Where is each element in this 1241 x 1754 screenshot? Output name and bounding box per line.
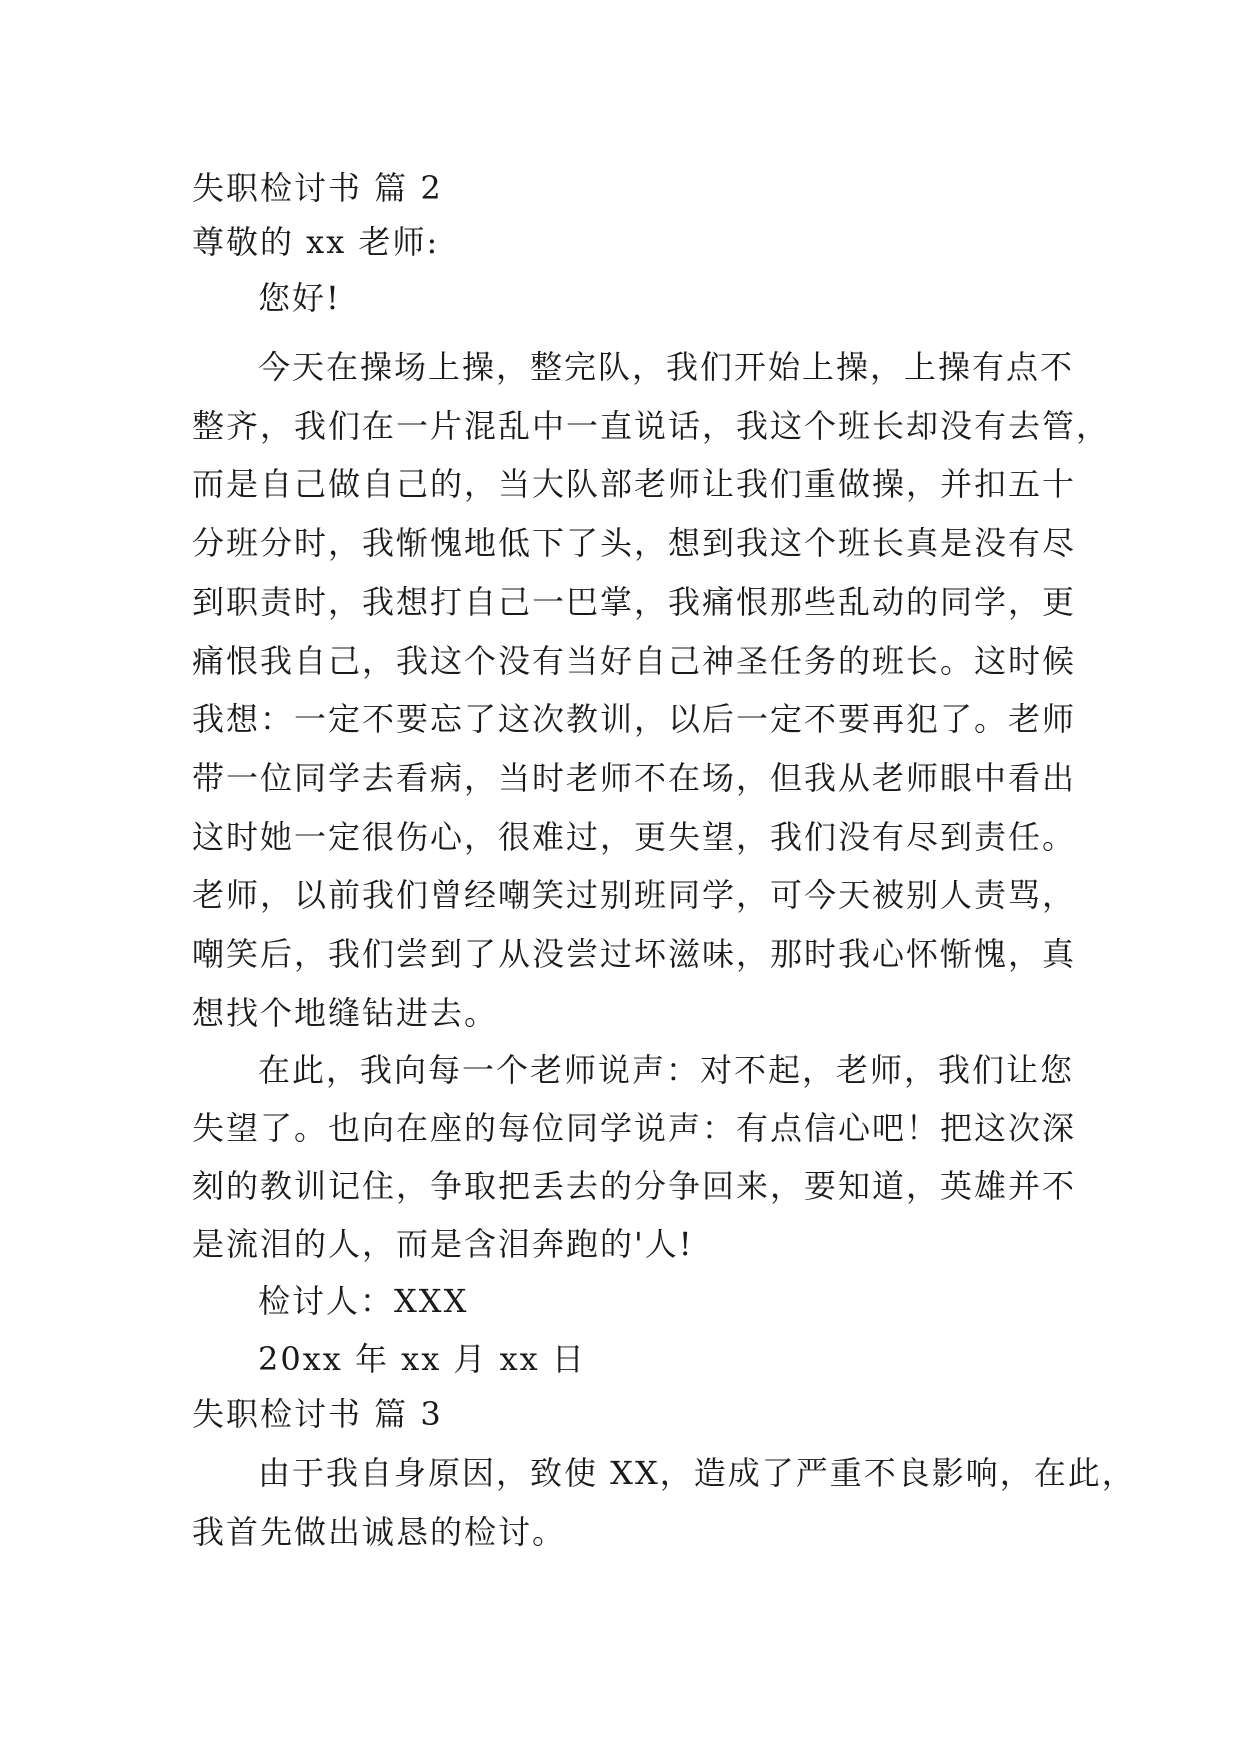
body-line: 整齐，我们在一片混乱中一直说话，我这个班长却没有去管， [192,407,1111,445]
body-line: 是流泪的人，而是含泪奔跑的'人! [192,1225,694,1263]
body-line: 由于我自身原因，致使 XX，造成了严重不良影响，在此， [258,1454,1136,1492]
body-line: 嘲笑后，我们尝到了从没尝过坏滋味，那时我心怀惭愧，真 [192,935,1077,973]
body-line: 刻的教训记住，争取把丢去的分争回来，要知道，英雄并不 [192,1167,1077,1205]
body-line: 这时她一定很伤心，很难过，更失望，我们没有尽到责任。 [192,818,1077,856]
body-line: 我首先做出诚恳的检讨。 [192,1513,567,1551]
body-line: 我想：一定不要忘了这次教训，以后一定不要再犯了。老师 [192,700,1077,738]
body-line: 失望了。也向在座的每位同学说声：有点信心吧！把这次深 [192,1109,1077,1147]
greeting: 您好! [258,279,341,317]
body-line: 想找个地缝钻进去。 [192,994,499,1032]
body-line: 而是自己做自己的，当大队部老师让我们重做操，并扣五十 [192,465,1077,503]
date: 20xx 年 xx 月 xx 日 [258,1340,586,1378]
section-heading-3: 失职检讨书 篇 3 [192,1395,443,1433]
signature: 检讨人：XXX [258,1282,469,1320]
body-line: 分班分时，我惭愧地低下了头，想到我这个班长真是没有尽 [192,524,1077,562]
body-line: 老师，以前我们曾经嘲笑过别班同学，可今天被别人责骂， [192,876,1077,914]
salutation: 尊敬的 xx 老师: [192,223,440,261]
body-line: 到职责时，我想打自己一巴掌，我痛恨那些乱动的同学，更 [192,583,1077,621]
body-line: 带一位同学去看病，当时老师不在场，但我从老师眼中看出 [192,759,1077,797]
body-line: 今天在操场上操，整完队，我们开始上操，上操有点不 [258,348,1075,386]
section-heading-2: 失职检讨书 篇 2 [192,169,443,207]
body-line: 在此，我向每一个老师说声：对不起，老师，我们让您 [258,1051,1075,1089]
body-line: 痛恨我自己，我这个没有当好自己神圣任务的班长。这时候 [192,642,1077,680]
